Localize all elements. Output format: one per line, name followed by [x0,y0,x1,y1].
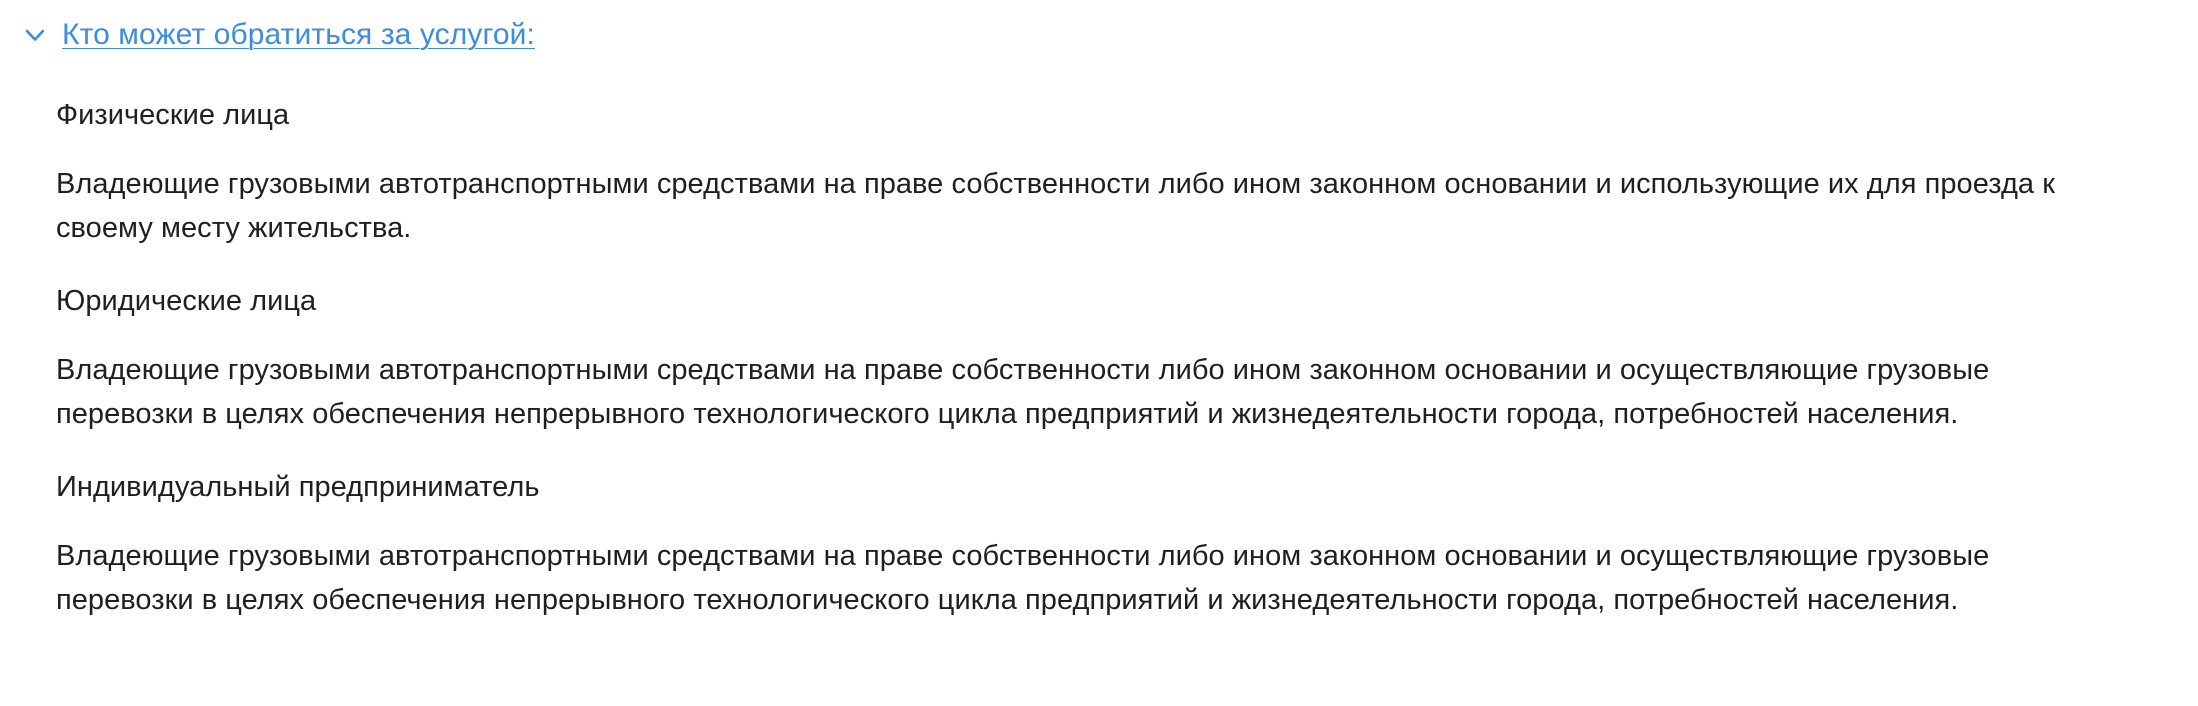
accordion-header[interactable] [0,18,2198,52]
applicant-type-description: Владеющие грузовыми автотранспортными средствами на праве собственности либо ином законном основании и осуществляющие грузовые перевозки в целях обеспечения непрерывного технологического цикла предприятий и жизнедеятельности города, потребностей населения. [56,354,1990,430]
applicant-type-description: Владеющие грузовыми автотранспортными средствами на праве собственности либо ином законном основании и использующие их для проезда к своему месту жительства. [56,168,2055,244]
applicant-type-heading: Физические лица [56,99,290,131]
accordion-content [0,98,2110,622]
applicant-type-heading: Индивидуальный предприниматель [56,471,540,503]
applicant-type-heading: Юридические лица [56,285,317,317]
applicant-type-description: Владеющие грузовыми автотранспортными средствами на праве собственности либо ином законном основании и осуществляющие грузовые перевозки в целях обеспечения непрерывного технологического цикла предприятий и жизнедеятельности города, потребностей населения. [56,540,1990,616]
chevron-down-icon[interactable] [22,22,48,48]
accordion-title[interactable]: Кто может обратиться за услугой: [62,18,535,51]
